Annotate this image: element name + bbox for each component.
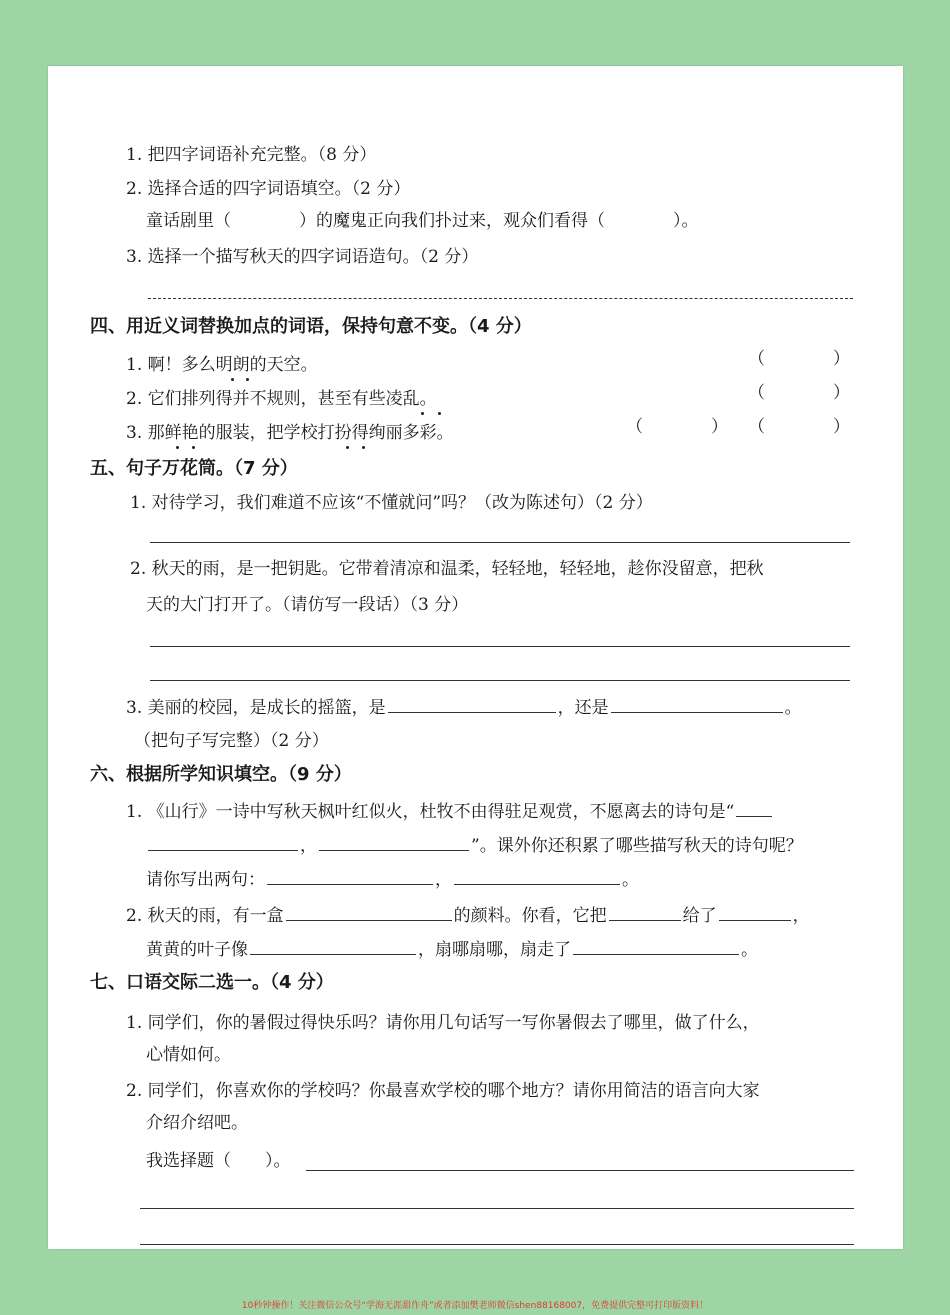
s6-q2-blank-2[interactable] [609, 904, 681, 921]
s7-q2-line2: 介绍介绍吧。 [146, 1113, 248, 1133]
s4-q3-paren-1[interactable]: （ ） [626, 417, 728, 437]
s6-q1-blank-3[interactable] [267, 868, 433, 885]
s7-q1-line1: 1. 同学们，你的暑假过得快乐吗？请你用几句话写一写你暑假去了哪里，做了什么， [126, 1013, 760, 1033]
s7-choose: 我选择题（ ）。 [146, 1151, 291, 1171]
s6-q2-line1 [126, 904, 810, 927]
s5-q1-answer-line[interactable] [150, 542, 850, 543]
s6-q1-text-4: ， [435, 870, 452, 890]
s6-q2-blank-3[interactable] [719, 904, 791, 921]
emphasis-dot [246, 378, 249, 381]
s6-q2-blank-4[interactable] [250, 938, 416, 955]
s4-heading: 四、用近义词替换加点的词语，保持句意不变。（4 分） [90, 316, 532, 337]
s5-q3-text-a: 3. 美丽的校园，是成长的摇篮，是 [126, 698, 386, 718]
worksheet-page [48, 66, 903, 1249]
s5-q3-line2: （把句子写完整）（2 分） [134, 731, 329, 751]
s6-q1-blank-4[interactable] [454, 868, 620, 885]
s3-q2: 2. 选择合适的四字词语填空。（2 分） [126, 179, 411, 199]
s5-q3-blank-2[interactable] [611, 696, 783, 713]
s4-q2-paren[interactable]: （ ） [748, 383, 850, 403]
footer-notice: 10秒钟操作！关注微信公众号“学海无涯甜作舟”或者添加樊老师微信shen88168007，免费提供完整可打印版资料！ [241, 1301, 709, 1311]
s7-answer-line-2[interactable] [140, 1208, 854, 1209]
s6-q2-blank-5[interactable] [573, 938, 739, 955]
s5-q3-text-b: ，还是 [557, 698, 609, 718]
s4-q2: 2. 它们排列得并不规则，甚至有些凌乱。 [126, 389, 437, 409]
s6-heading: 六、根据所学知识填空。（9 分） [90, 764, 352, 785]
s6-q2-line2 [146, 938, 758, 961]
s7-heading: 七、口语交际二选一。（4 分） [90, 972, 334, 993]
s5-q3-blank-1[interactable] [388, 696, 556, 713]
s6-q2-text-5: 黄黄的叶子像 [146, 940, 248, 960]
s6-q2-blank-1[interactable] [286, 904, 452, 921]
s6-q1-blank-0[interactable] [736, 800, 772, 817]
s6-q1-blank-2[interactable] [319, 834, 469, 851]
emphasis-dot [362, 446, 365, 449]
s7-answer-line-1[interactable] [306, 1170, 854, 1171]
s3-q3-answer-line[interactable] [148, 298, 853, 299]
s6-q2-text-1: 2. 秋天的雨，有一盒 [126, 906, 284, 926]
s6-q2-text-7: 。 [741, 940, 758, 960]
s6-q1-text-1: 1. 《山行》一诗中写秋天枫叶红似火，杜牧不由得驻足观赏，不愿离去的诗句是“ [126, 802, 735, 822]
s6-q1-line3 [146, 868, 639, 891]
emphasis-dot [346, 446, 349, 449]
s6-q1-line2 [146, 834, 803, 857]
s4-q1-paren[interactable]: （ ） [748, 349, 850, 369]
s5-q3-line1 [126, 696, 802, 719]
s6-q1-text-2: ”。课外你还积累了哪些描写秋天的诗句呢？ [471, 836, 803, 856]
s5-q2-answer-line-2[interactable] [150, 680, 850, 681]
s3-q3: 3. 选择一个描写秋天的四字词语造句。（2 分） [126, 247, 479, 267]
emphasis-dot [438, 412, 441, 415]
s6-q2-text-2: 的颜料。你看，它把 [453, 906, 607, 926]
s4-q3: 3. 那鲜艳的服装，把学校打扮得绚丽多彩。 [126, 423, 454, 443]
s4-q1: 1. 啊！多么明朗的天空。 [126, 355, 318, 375]
s6-q1-text-5: 。 [622, 870, 639, 890]
s7-q1-line2: 心情如何。 [146, 1045, 231, 1065]
s5-q2-answer-line-1[interactable] [150, 646, 850, 647]
s6-q2-text-6: ，扇哪扇哪，扇走了 [418, 940, 571, 960]
emphasis-dot [421, 412, 424, 415]
s6-q1-text-3: 请你写出两句： [146, 870, 265, 890]
s7-q2-line1: 2. 同学们，你喜欢你的学校吗？你最喜欢学校的哪个地方？请你用简洁的语言向大家 [126, 1081, 760, 1101]
s3-q2-fill: 童话剧里（ ）的魔鬼正向我们扑过来，观众们看得（ ）。 [146, 211, 699, 231]
emphasis-dot [176, 446, 179, 449]
emphasis-dot [231, 378, 234, 381]
s5-q2-line2: 天的大门打开了。（请仿写一段话）（3 分） [146, 595, 469, 615]
s6-q2-text-4: ， [792, 906, 810, 926]
s6-q1-comma: ， [300, 836, 317, 856]
s7-answer-line-3[interactable] [140, 1244, 854, 1245]
s5-q3-text-c: 。 [784, 698, 802, 718]
emphasis-dot [192, 446, 195, 449]
s3-q1: 1. 把四字词语补充完整。（8 分） [126, 145, 377, 165]
s6-q1-blank-1[interactable] [148, 834, 298, 851]
s5-q1: 1. 对待学习，我们难道不应该“不懂就问”吗？（改为陈述句）（2 分） [130, 493, 653, 513]
s5-heading: 五、句子万花筒。（7 分） [90, 458, 298, 479]
s4-q3-paren-2[interactable]: （ ） [748, 417, 850, 437]
s6-q1-line1 [126, 800, 774, 823]
s5-q2-line1: 2. 秋天的雨，是一把钥匙。它带着清凉和温柔，轻轻地，轻轻地，趁你没留意，把秋 [130, 559, 764, 579]
s6-q2-text-3: 给了 [682, 906, 717, 926]
